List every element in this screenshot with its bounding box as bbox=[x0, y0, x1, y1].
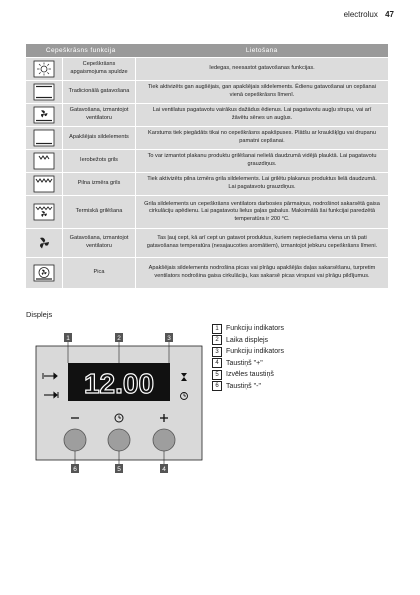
table-row bbox=[26, 127, 388, 150]
callout-3: 3 bbox=[167, 335, 171, 342]
lamp-icon bbox=[33, 60, 55, 78]
table-row bbox=[26, 229, 388, 258]
callout-5: 5 bbox=[117, 466, 121, 473]
legend-number: 1 bbox=[212, 324, 222, 334]
pizza-icon bbox=[33, 264, 55, 282]
turbo-grill-icon bbox=[33, 203, 55, 221]
legend-item bbox=[212, 381, 284, 393]
column-header-usage: Lietošana bbox=[136, 44, 389, 58]
function-description: Grila sildelements un cepeškrāsns ventilators darbosies pārmaiņus, nodrošinot sakarsētā gaisa cirkulāciju apēdienu. Lai pagatavotu lielus gaļas gabalus. Maksimālā šai funkcijai paredzētā temperatūra ir 200 °C. bbox=[136, 196, 389, 229]
time-value: 12.00 bbox=[83, 368, 155, 399]
plus-button[interactable] bbox=[153, 429, 175, 451]
callout-2: 2 bbox=[117, 335, 121, 342]
legend-label: Taustiņš "+" bbox=[226, 359, 263, 367]
page-number: 47 bbox=[385, 10, 394, 19]
legend-item bbox=[212, 323, 284, 335]
function-name: Termiskā grilēšana bbox=[63, 196, 136, 229]
table-row bbox=[26, 81, 388, 104]
function-description: Iedegas, neesastot gatavošanas funkcijas. bbox=[136, 58, 389, 81]
function-description: Tiek aktivizēts pilna izmēra grila sildelements. Lai grilētu plakanus produktus lielā daudzumā. Lai pagatavotu grauzdiņus. bbox=[136, 173, 389, 196]
small-grill-icon bbox=[33, 152, 55, 170]
table-row bbox=[26, 196, 388, 229]
function-name: Tradicionālā gatavošana bbox=[63, 81, 136, 104]
legend-item bbox=[212, 358, 284, 370]
function-description: Karstums tiek piegādāts tikai no cepeškrāsns apakšpuses. Plātšu ar kraukšķīgu vai drupanu pamatni cepšanai. bbox=[136, 127, 389, 150]
function-name: Apakšējais sildelements bbox=[63, 127, 136, 150]
display-legend bbox=[212, 323, 284, 392]
oven-functions-table bbox=[26, 44, 388, 288]
full-grill-icon bbox=[33, 175, 55, 193]
bottom-heat-icon bbox=[33, 129, 55, 147]
legend-label: Funkciju indikators bbox=[226, 325, 284, 333]
legend-label: Laika displejs bbox=[226, 336, 269, 344]
page-header bbox=[344, 10, 394, 19]
legend-item bbox=[212, 335, 284, 347]
table-row bbox=[26, 173, 388, 196]
defrost-icon bbox=[33, 234, 55, 252]
function-name: Ierobežots grils bbox=[63, 150, 136, 173]
function-name: Gatavošana, izmantojot ventilatoru bbox=[63, 104, 136, 127]
top-bottom-heat-icon bbox=[33, 83, 55, 101]
select-button[interactable] bbox=[108, 429, 130, 451]
function-name: Pilna izmēra grils bbox=[63, 173, 136, 196]
legend-number: 3 bbox=[212, 347, 222, 357]
column-header-function: Cepeškrāsns funkcija bbox=[26, 44, 136, 58]
table-row bbox=[26, 58, 388, 81]
legend-item bbox=[212, 346, 284, 358]
table-row bbox=[26, 258, 388, 288]
callout-6: 6 bbox=[73, 466, 77, 473]
table-row bbox=[26, 104, 388, 127]
legend-number: 6 bbox=[212, 381, 222, 391]
minus-button[interactable] bbox=[64, 429, 86, 451]
function-description: To var izmantot plakanu produktu grilēšanai nelielā daudzumā vidējā plauktā. Lai pagatavotu grauzdiņus. bbox=[136, 150, 389, 173]
function-description: Tiek aktivizēts gan augšējais, gan apakšējais sildelements. Ēdienu gatavošanai un cepšanai vienā cepeškrāsns līmenī. bbox=[136, 81, 389, 104]
legend-number: 5 bbox=[212, 370, 222, 380]
control-panel-diagram bbox=[34, 332, 204, 477]
callout-4: 4 bbox=[162, 466, 166, 473]
brand-name: electrolux bbox=[343, 10, 378, 19]
section-title: Displejs bbox=[26, 310, 53, 319]
table-row bbox=[26, 150, 388, 173]
fan-bottom-heat-icon bbox=[33, 106, 55, 124]
function-description: Lai ventilatus pagatavotu vairākus dažādus ēdienus. Lai pagatavotu augļu strupu, vai arī žāvētu sēnes un augļus. bbox=[136, 104, 389, 127]
function-name: Cepeškrāsns apgaismojuma spuldze bbox=[63, 58, 136, 81]
legend-item bbox=[212, 369, 284, 381]
legend-label: Taustiņš "-" bbox=[226, 382, 261, 390]
callout-1: 1 bbox=[66, 335, 70, 342]
function-name: Gatavošana, izmantojot ventilatoru bbox=[63, 229, 136, 258]
legend-number: 2 bbox=[212, 335, 222, 345]
function-description: Tas ļauj cept, kā arī cept un gatavot produktus, kuriem nepieciešama viena un tā pati gatavošanas temperatūra (nesajaucoties aromātiem), izmantojot jebkuru cepeškrāsns līmeni. bbox=[136, 229, 389, 258]
function-description: Apakšējais sildelements nodrošina picas vai pīrāgu apakšējās daļas sakarsēšanu, turpretim ventilators nodrošina gaisa cirkulāciju, kas sakarsē picas virspusi vai pīrāgu pildījumus. bbox=[136, 258, 389, 288]
legend-label: Izvēles taustiņš bbox=[226, 371, 274, 379]
legend-label: Funkciju indikators bbox=[226, 348, 284, 356]
function-name: Pica bbox=[63, 258, 136, 288]
legend-number: 4 bbox=[212, 358, 222, 368]
